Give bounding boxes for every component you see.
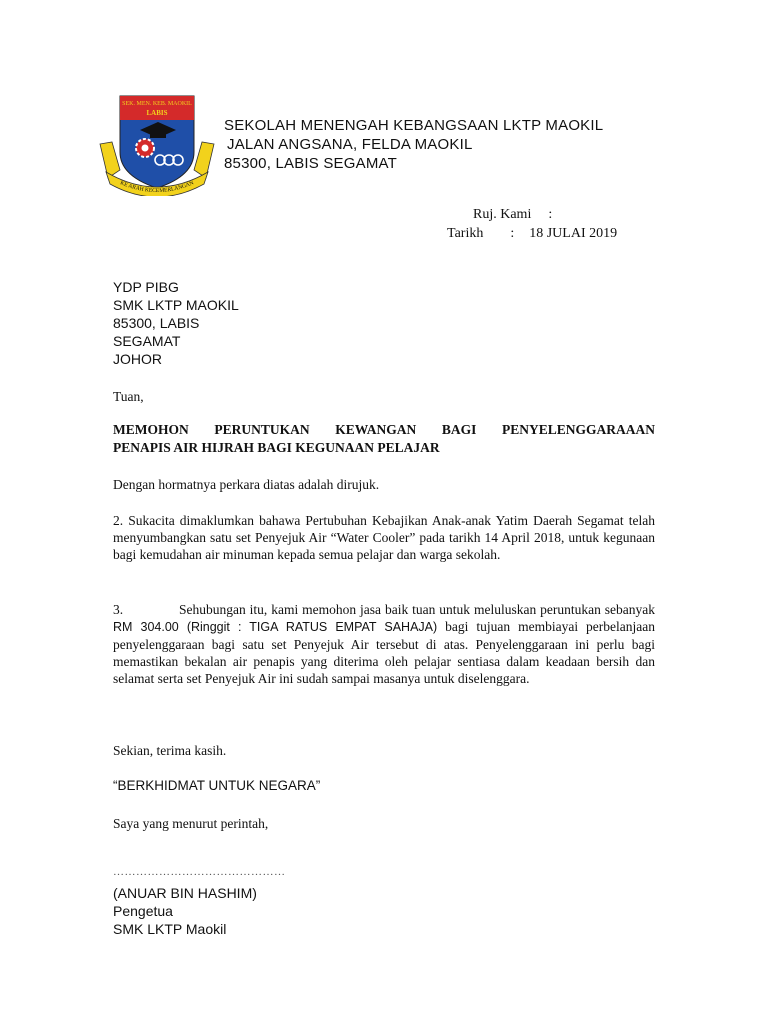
reference-ruj-line xyxy=(473,207,552,223)
paragraph-3-text-a: Sehubungan itu, kami memohon jasa baik tuan untuk meluluskan peruntukan sebanyak xyxy=(179,602,655,617)
ruj-separator: : xyxy=(548,207,553,222)
recipient-line: SMK LKTP MAOKIL xyxy=(113,297,239,313)
crest-top-text-2: LABIS xyxy=(146,109,168,117)
recipient-line: SEGAMAT xyxy=(113,333,181,349)
tarikh-label: Tarikh xyxy=(447,226,484,241)
signatory-name: (ANUAR BIN HASHIM) xyxy=(113,885,257,901)
paragraph-2: 2. Sukacita dimaklumkan bahawa Pertubuhan Kebajikan Anak-anak Yatim Daerah Segamat telah menyumbangkan satu set Penyejuk Air “Water Cooler” pada tarikh 14 April 2018, untuk kegunaan bagi kemudahan air minuman kepada semua pelajar dan warga sekolah. xyxy=(113,513,655,562)
recipient-line: 85300, LABIS xyxy=(113,315,200,331)
tarikh-separator: : xyxy=(510,226,515,241)
school-address-line-1: JALAN ANGSANA, FELDA MAOKIL xyxy=(227,136,473,153)
reference-tarikh-line xyxy=(447,226,617,242)
ruj-label: Ruj. Kami xyxy=(473,207,532,222)
subject-line-1: MEMOHON PERUNTUKAN KEWANGAN BAGI PENYELENGGARAAAN xyxy=(113,422,655,437)
school-name: SEKOLAH MENENGAH KEBANGSAAN LKTP MAOKIL xyxy=(224,117,604,134)
recipient-address xyxy=(113,278,239,368)
crest-top-text: SEK. MEN. KEB. MAOKIL xyxy=(122,101,192,107)
sign-off: Saya yang menurut perintah, xyxy=(113,816,269,831)
signatory-block xyxy=(113,884,257,938)
closing-text: Sekian, terima kasih. xyxy=(113,743,227,758)
signatory-org: SMK LKTP Maokil xyxy=(113,921,227,937)
tarikh-value: 18 JULAI 2019 xyxy=(529,226,618,241)
paragraph-3-amount: RM 304.00 (Ringgit : TIGA RATUS EMPAT SAHAJA) xyxy=(113,620,438,634)
signatory-title: Pengetua xyxy=(113,903,173,919)
paragraph-1: Dengan hormatnya perkara diatas adalah dirujuk. xyxy=(113,477,380,492)
subject-line-2: PENAPIS AIR HIJRAH BAGI KEGUNAAN PELAJAR xyxy=(113,440,440,455)
paragraph-3-text-b: bagi tujuan membiayai perbelanjaan penyelenggaraan bagi satu set Penyejuk Air tersebut di atas. Penyelenggaraan ini perlu bagi memastikan bekalan air penapis yang diterima oleh pelajar sentiasa dalam keadaan bersih dan selamat serta set Penyejuk Air ini sudah sampai masanya untuk diselenggara. xyxy=(113,619,656,686)
recipient-line: YDP PIBG xyxy=(113,279,179,295)
paragraph-3-number: 3. xyxy=(113,602,124,617)
salutation: Tuan, xyxy=(113,389,144,404)
paragraph-3 xyxy=(113,601,655,687)
crest-ribbon-text: KE ARAH KECEMERLANGAN xyxy=(119,180,195,195)
school-crest-logo xyxy=(98,92,216,196)
recipient-line: JOHOR xyxy=(113,351,162,367)
motto: “BERKHIDMAT UNTUK NEGARA” xyxy=(113,778,321,793)
signature-dotted-line: ……………………………………… xyxy=(113,866,286,878)
school-address-line-2: 85300, LABIS SEGAMAT xyxy=(224,155,397,172)
